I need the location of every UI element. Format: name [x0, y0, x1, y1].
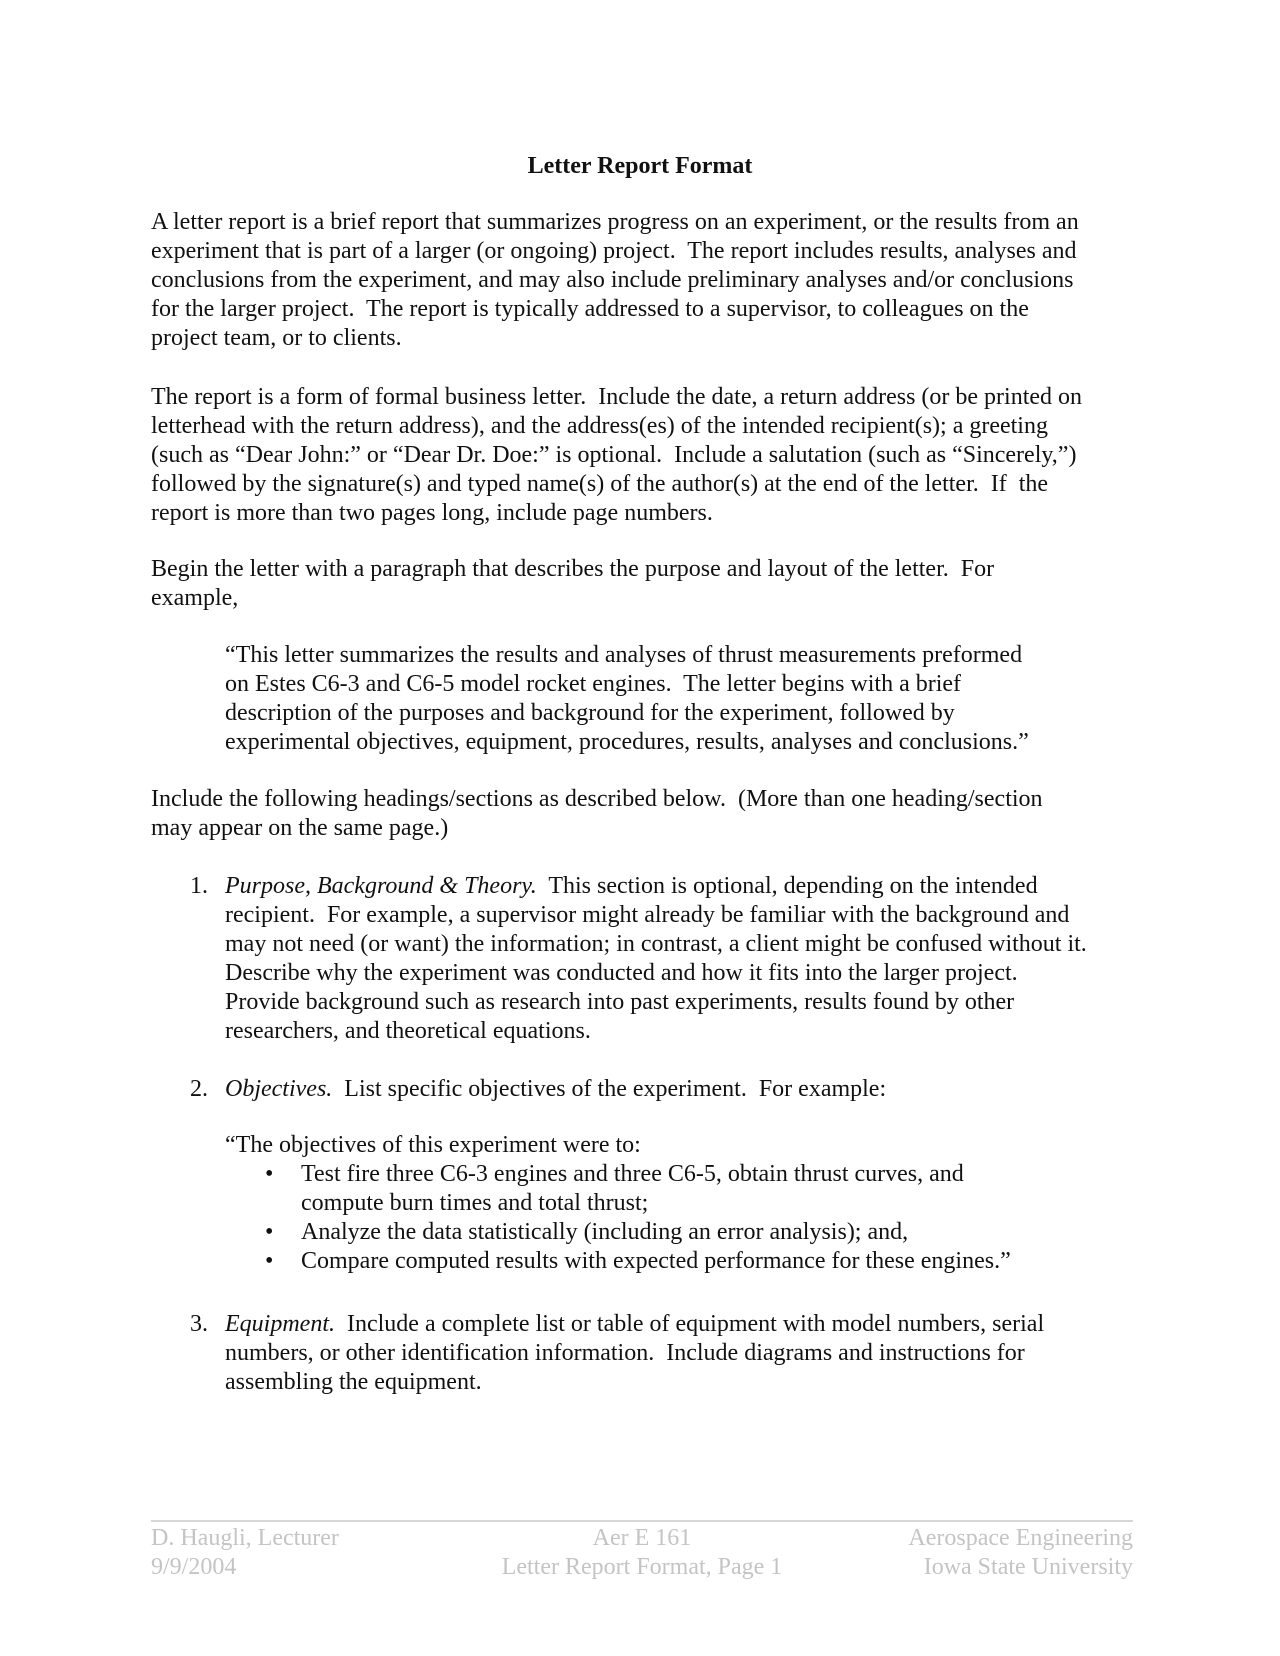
- section-item-3: [190, 1310, 1045, 1397]
- text-line: letterhead with the return address), and the address(es) of the intended recipient(s); a greeting: [151, 413, 1048, 439]
- footer-course: Aer E 161: [592, 1525, 692, 1551]
- objectives-intro: “The objectives of this experiment were to:: [225, 1132, 641, 1158]
- text-line: [225, 1075, 886, 1104]
- text-line: experiment that is part of a larger (or ongoing) project. The report includes results, analyses and: [151, 238, 1077, 264]
- text-line: Analyze the data statistically (including an error analysis); and,: [301, 1219, 909, 1245]
- text-line: researchers, and theoretical equations.: [225, 1018, 591, 1044]
- text-line: The report is a form of formal business letter. Include the date, a return address (or be printed on: [151, 384, 1083, 410]
- text-line: Begin the letter with a paragraph that describes the purpose and layout of the letter. For: [151, 556, 995, 582]
- footer-author: D. Haugli, Lecturer: [151, 1525, 339, 1551]
- text-line: Describe why the experiment was conducted and how it fits into the larger project.: [225, 960, 1018, 986]
- footer-right: [151, 1524, 1133, 1582]
- item-text: Include a complete list or table of equipment with model numbers, serial: [334, 1311, 1045, 1337]
- text-line: numbers, or other identification information. Include diagrams and instructions for: [225, 1340, 1025, 1366]
- text-line: report is more than two pages long, include page numbers.: [151, 500, 713, 526]
- format-paragraph: [151, 383, 1082, 528]
- bullet-icon: •: [265, 1248, 274, 1274]
- footer-divider: [151, 1520, 1133, 1522]
- text-line: description of the purposes and background for the experiment, followed by: [225, 700, 955, 726]
- begin-paragraph: [151, 555, 994, 613]
- item-number: 3.: [190, 1311, 208, 1337]
- text-line: followed by the signature(s) and typed name(s) of the author(s) at the end of the letter. If the: [151, 471, 1049, 497]
- text-line: experimental objectives, equipment, procedures, results, analyses and conclusions.”: [225, 729, 1029, 755]
- objectives-bullet-list: [225, 1160, 1011, 1276]
- text-line: example,: [151, 585, 239, 611]
- text-line: project team, or to clients.: [151, 325, 402, 351]
- text-line: Compare computed results with expected performance for these engines.”: [301, 1248, 1011, 1274]
- text-line: on Estes C6-3 and C6-5 model rocket engines. The letter begins with a brief: [225, 671, 962, 697]
- text-line: Test fire three C6-3 engines and three C6-5, obtain thrust curves, and: [301, 1161, 964, 1187]
- footer-university: Iowa State University: [923, 1554, 1133, 1580]
- text-line: Include the following headings/sections as described below. (More than one heading/section: [151, 786, 1043, 812]
- bullet-item: [225, 1218, 1011, 1247]
- text-line: compute burn times and total thrust;: [301, 1190, 649, 1216]
- text-line: recipient. For example, a supervisor might already be familiar with the background and: [225, 902, 1070, 928]
- bullet-item: [225, 1247, 1011, 1276]
- text-line: “This letter summarizes the results and analyses of thrust measurements preformed: [225, 642, 1023, 668]
- text-line: (such as “Dear John:” or “Dear Dr. Doe:” is optional. Include a salutation (such as “Sincerely,”): [151, 442, 1077, 468]
- example-quote: [225, 641, 1029, 757]
- bullet-icon: •: [265, 1161, 274, 1187]
- objectives-example: [225, 1131, 1011, 1276]
- text-line: [225, 1310, 1044, 1339]
- text-line: A letter report is a brief report that summarizes progress on an experiment, or the results from an: [151, 209, 1079, 235]
- item-heading: Equipment.: [225, 1311, 335, 1337]
- page-title: Letter Report Format: [527, 153, 753, 179]
- text-line: conclusions from the experiment, and may also include preliminary analyses and/or conclusions: [151, 267, 1074, 293]
- footer-date: 9/9/2004: [151, 1554, 237, 1580]
- bullet-icon: •: [265, 1219, 274, 1245]
- item-text: List specific objectives of the experiment. For example:: [332, 1076, 887, 1102]
- bullet-item: [225, 1160, 1011, 1218]
- text-line: may not need (or want) the information; in contrast, a client might be confused without it.: [225, 931, 1087, 957]
- item-number: 2.: [190, 1076, 208, 1102]
- text-line: may appear on the same page.): [151, 815, 449, 841]
- footer-department: Aerospace Engineering: [908, 1525, 1133, 1551]
- text-line: assembling the equipment.: [225, 1369, 482, 1395]
- headings-paragraph: [151, 785, 1043, 843]
- section-item-1: [190, 872, 1087, 1046]
- item-heading: Objectives.: [225, 1076, 333, 1102]
- item-heading: Purpose, Background & Theory.: [225, 873, 537, 899]
- text-line: for the larger project. The report is typically addressed to a supervisor, to colleagues on the: [151, 296, 1029, 322]
- item-number: 1.: [190, 873, 208, 899]
- text-line: [225, 872, 1087, 901]
- footer-page: Letter Report Format, Page 1: [501, 1554, 783, 1580]
- item-text: This section is optional, depending on the intended: [536, 873, 1038, 899]
- text-line: Provide background such as research into past experiments, results found by other: [225, 989, 1015, 1015]
- intro-paragraph: [151, 208, 1079, 353]
- section-item-2: [190, 1075, 887, 1104]
